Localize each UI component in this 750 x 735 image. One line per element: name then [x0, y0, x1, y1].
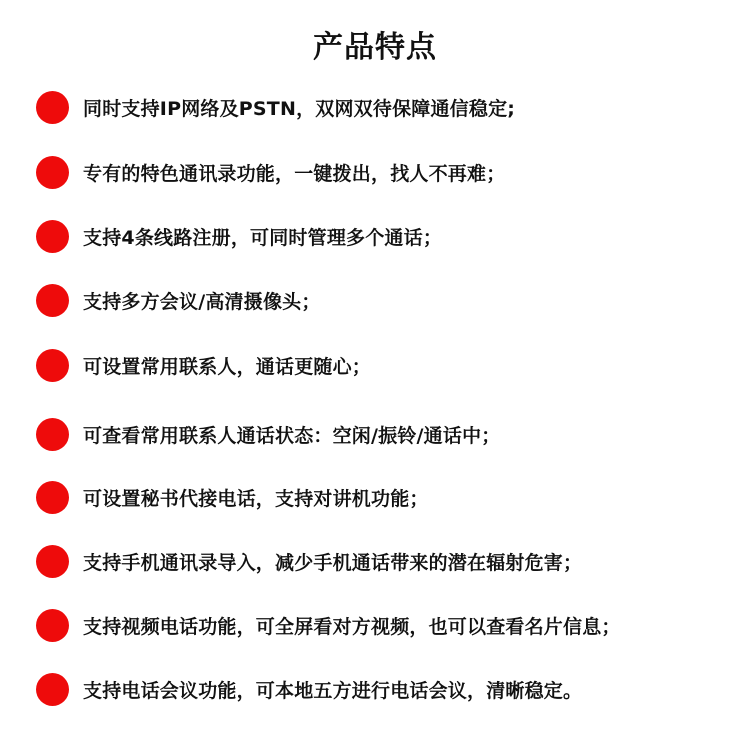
feature-item — [36, 543, 582, 579]
bullet-dot-icon — [36, 481, 69, 514]
feature-text: 同时支持IP网络及PSTN，双网双待保障通信稳定; — [83, 97, 516, 120]
bullet-dot-icon — [36, 545, 69, 578]
feature-item — [36, 89, 515, 125]
feature-text: 可查看常用联系人通话状态：空闲/振铃/通话中； — [83, 424, 501, 447]
bullet-dot-icon — [36, 418, 69, 451]
bullet-dot-icon — [36, 156, 69, 189]
feature-item — [36, 607, 621, 643]
page-title: 产品特点 — [313, 30, 437, 65]
bullet-dot-icon — [36, 220, 69, 253]
feature-text: 可设置秘书代接电话，支持对讲机功能； — [83, 487, 429, 510]
feature-item — [36, 218, 442, 254]
feature-item — [36, 479, 429, 515]
bullet-dot-icon — [36, 609, 69, 642]
feature-text: 支持电话会议功能，可本地五方进行电话会议，清晰稳定。 — [83, 679, 583, 702]
feature-item — [36, 154, 505, 190]
bullet-dot-icon — [36, 349, 69, 382]
feature-item — [36, 347, 371, 383]
feature-text: 支持手机通讯录导入，减少手机通话带来的潜在辐射危害； — [83, 551, 583, 574]
feature-item — [36, 671, 582, 707]
feature-text: 支持视频电话功能，可全屏看对方视频，也可以查看名片信息； — [83, 615, 621, 638]
bullet-dot-icon — [36, 91, 69, 124]
feature-text: 可设置常用联系人，通话更随心； — [83, 355, 372, 378]
bullet-dot-icon — [36, 673, 69, 706]
feature-text: 支持4条线路注册，可同时管理多个通话； — [83, 226, 443, 249]
bullet-dot-icon — [36, 284, 69, 317]
feature-item — [36, 282, 321, 318]
feature-item — [36, 416, 500, 452]
feature-text: 专有的特色通讯录功能，一键拨出，找人不再难； — [83, 162, 506, 185]
feature-text: 支持多方会议/高清摄像头； — [83, 290, 321, 313]
